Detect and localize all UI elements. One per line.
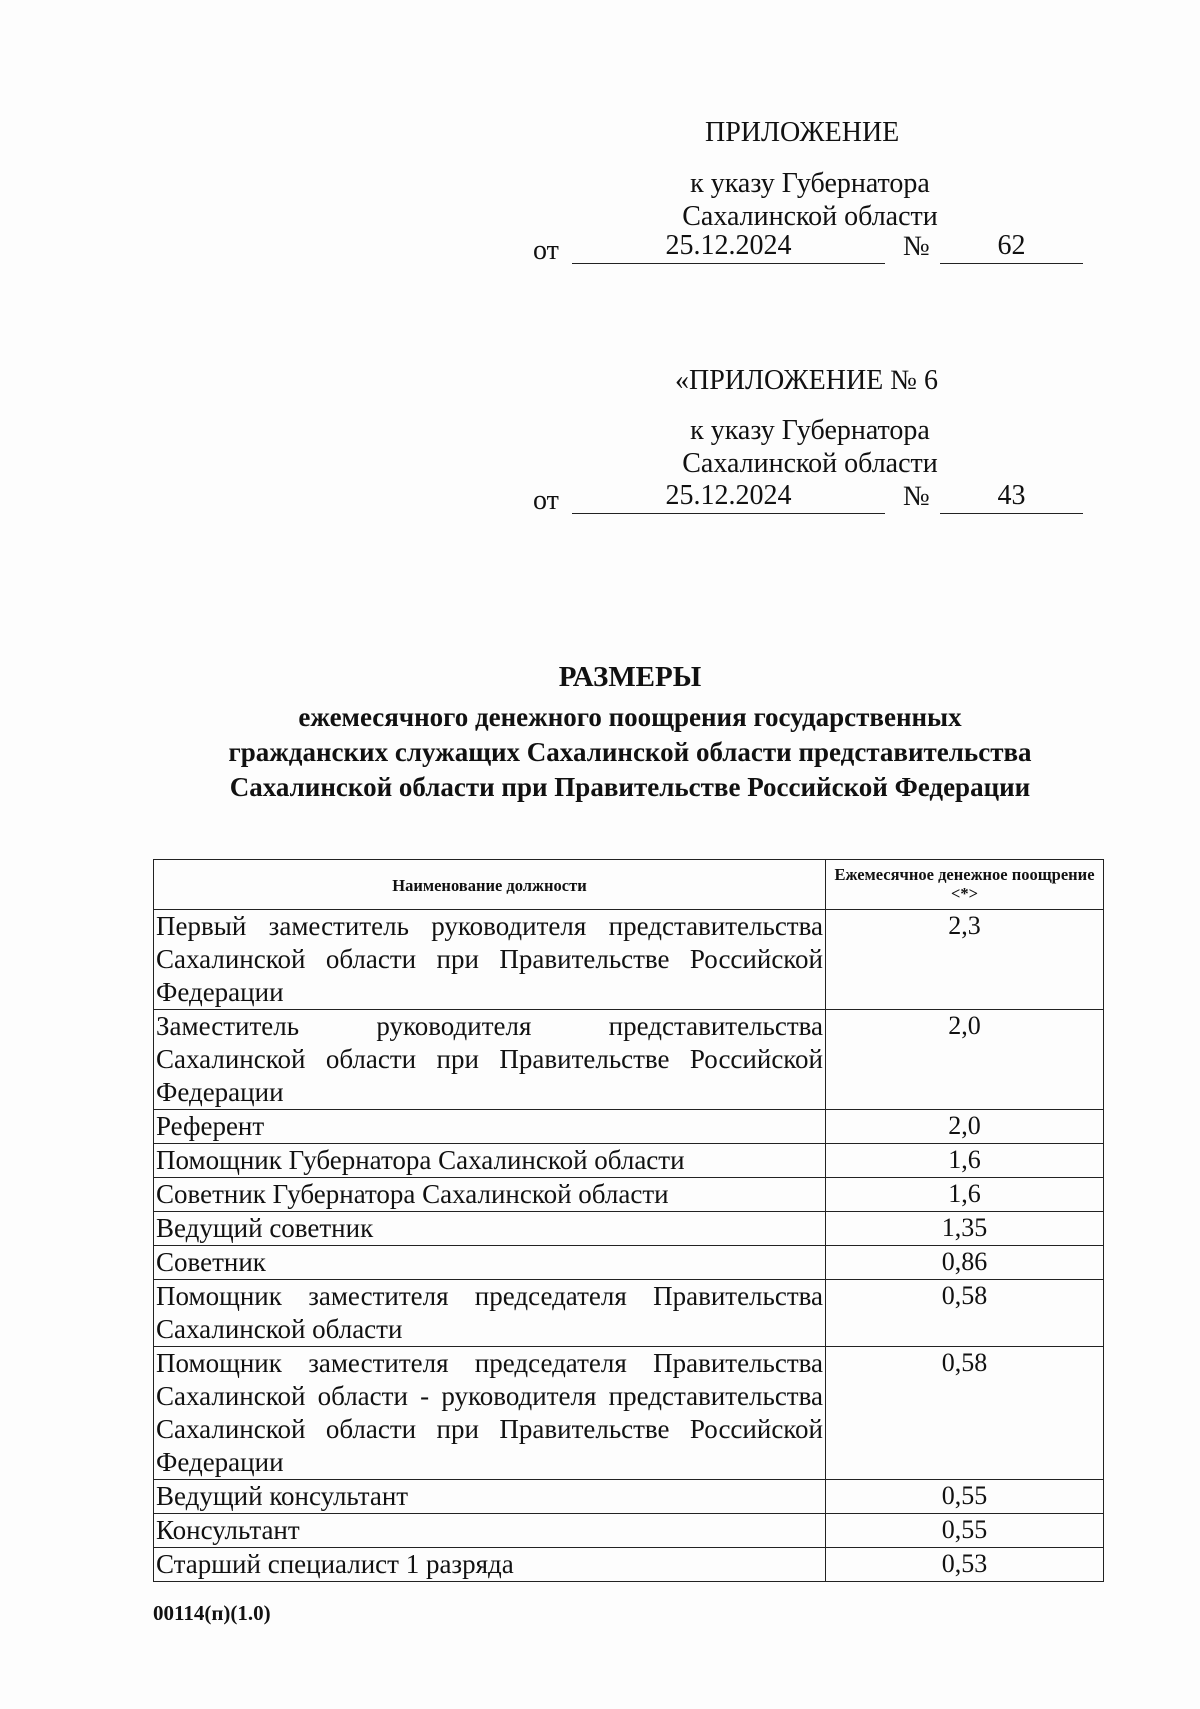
appendix-line1: к указу Губернатора [690, 168, 930, 199]
document-subtitle-line3: Сахалинской области при Правительстве Российской Федерации [229, 772, 1031, 802]
appendix6-heading: «ПРИЛОЖЕНИЕ № 6 [675, 365, 938, 396]
document-title: РАЗМЕРЫ [558, 661, 702, 693]
position-cell: Первый заместитель руководителя представительства Сахалинской области при Правительстве Российской Федерации [154, 910, 826, 1010]
appendix-from-label: от [533, 235, 559, 266]
position-cell: Референт [154, 1110, 826, 1144]
appendix-number: 62 [940, 231, 1083, 264]
position-cell: Помощник заместителя председателя Правительства Сахалинской области - руководителя представительства Сахалинской области при Правительстве Российской Федерации [154, 1347, 826, 1480]
position-cell: Консультант [154, 1514, 826, 1548]
appendix6-from-label: от [533, 485, 559, 516]
appendix6-date: 25.12.2024 [572, 481, 885, 514]
appendix6-number: 43 [940, 481, 1083, 514]
value-cell: 0,55 [826, 1480, 1104, 1514]
table-row [154, 1514, 1104, 1548]
value-cell: 1,35 [826, 1212, 1104, 1246]
appendix6-line2: Сахалинской области [682, 448, 938, 479]
document-subtitle-line2: гражданских служащих Сахалинской области представительства [228, 737, 1032, 767]
table-row [154, 1212, 1104, 1246]
appendix-line2: Сахалинской области [682, 201, 938, 232]
appendix-heading: ПРИЛОЖЕНИЕ [705, 117, 900, 148]
value-cell: 2,0 [826, 1010, 1104, 1110]
document-subtitle-line1: ежемесячного денежного поощрения государственных [298, 702, 962, 732]
table-row [154, 1280, 1104, 1347]
reward-table [153, 859, 1104, 1582]
value-cell: 0,58 [826, 1347, 1104, 1480]
column-header-reward: Ежемесячное денежное поощрение <*> [826, 860, 1104, 910]
table-row [154, 1178, 1104, 1212]
table-row [154, 1347, 1104, 1480]
table-row [154, 1010, 1104, 1110]
table-row [154, 1480, 1104, 1514]
appendix6-line1: к указу Губернатора [690, 415, 930, 446]
table-row [154, 1144, 1104, 1178]
value-cell: 0,58 [826, 1280, 1104, 1347]
position-cell: Советник Губернатора Сахалинской области [154, 1178, 826, 1212]
table-row [154, 910, 1104, 1010]
document-code: 00114(п)(1.0) [153, 1601, 271, 1625]
value-cell: 0,55 [826, 1514, 1104, 1548]
appendix-date: 25.12.2024 [572, 231, 885, 264]
value-cell: 1,6 [826, 1144, 1104, 1178]
value-cell: 2,3 [826, 910, 1104, 1010]
column-header-position: Наименование должности [154, 860, 826, 910]
position-cell: Советник [154, 1246, 826, 1280]
position-cell: Помощник Губернатора Сахалинской области [154, 1144, 826, 1178]
table-row [154, 1548, 1104, 1582]
table-header-row [154, 860, 1104, 910]
table-row [154, 1110, 1104, 1144]
value-cell: 0,86 [826, 1246, 1104, 1280]
value-cell: 0,53 [826, 1548, 1104, 1582]
value-cell: 2,0 [826, 1110, 1104, 1144]
position-cell: Старший специалист 1 разряда [154, 1548, 826, 1582]
position-cell: Помощник заместителя председателя Правительства Сахалинской области [154, 1280, 826, 1347]
appendix6-no-label: № [903, 481, 930, 512]
value-cell: 1,6 [826, 1178, 1104, 1212]
table-row [154, 1246, 1104, 1280]
position-cell: Ведущий советник [154, 1212, 826, 1246]
appendix-no-label: № [903, 231, 930, 262]
position-cell: Заместитель руководителя представительства Сахалинской области при Правительстве Российской Федерации [154, 1010, 826, 1110]
position-cell: Ведущий консультант [154, 1480, 826, 1514]
